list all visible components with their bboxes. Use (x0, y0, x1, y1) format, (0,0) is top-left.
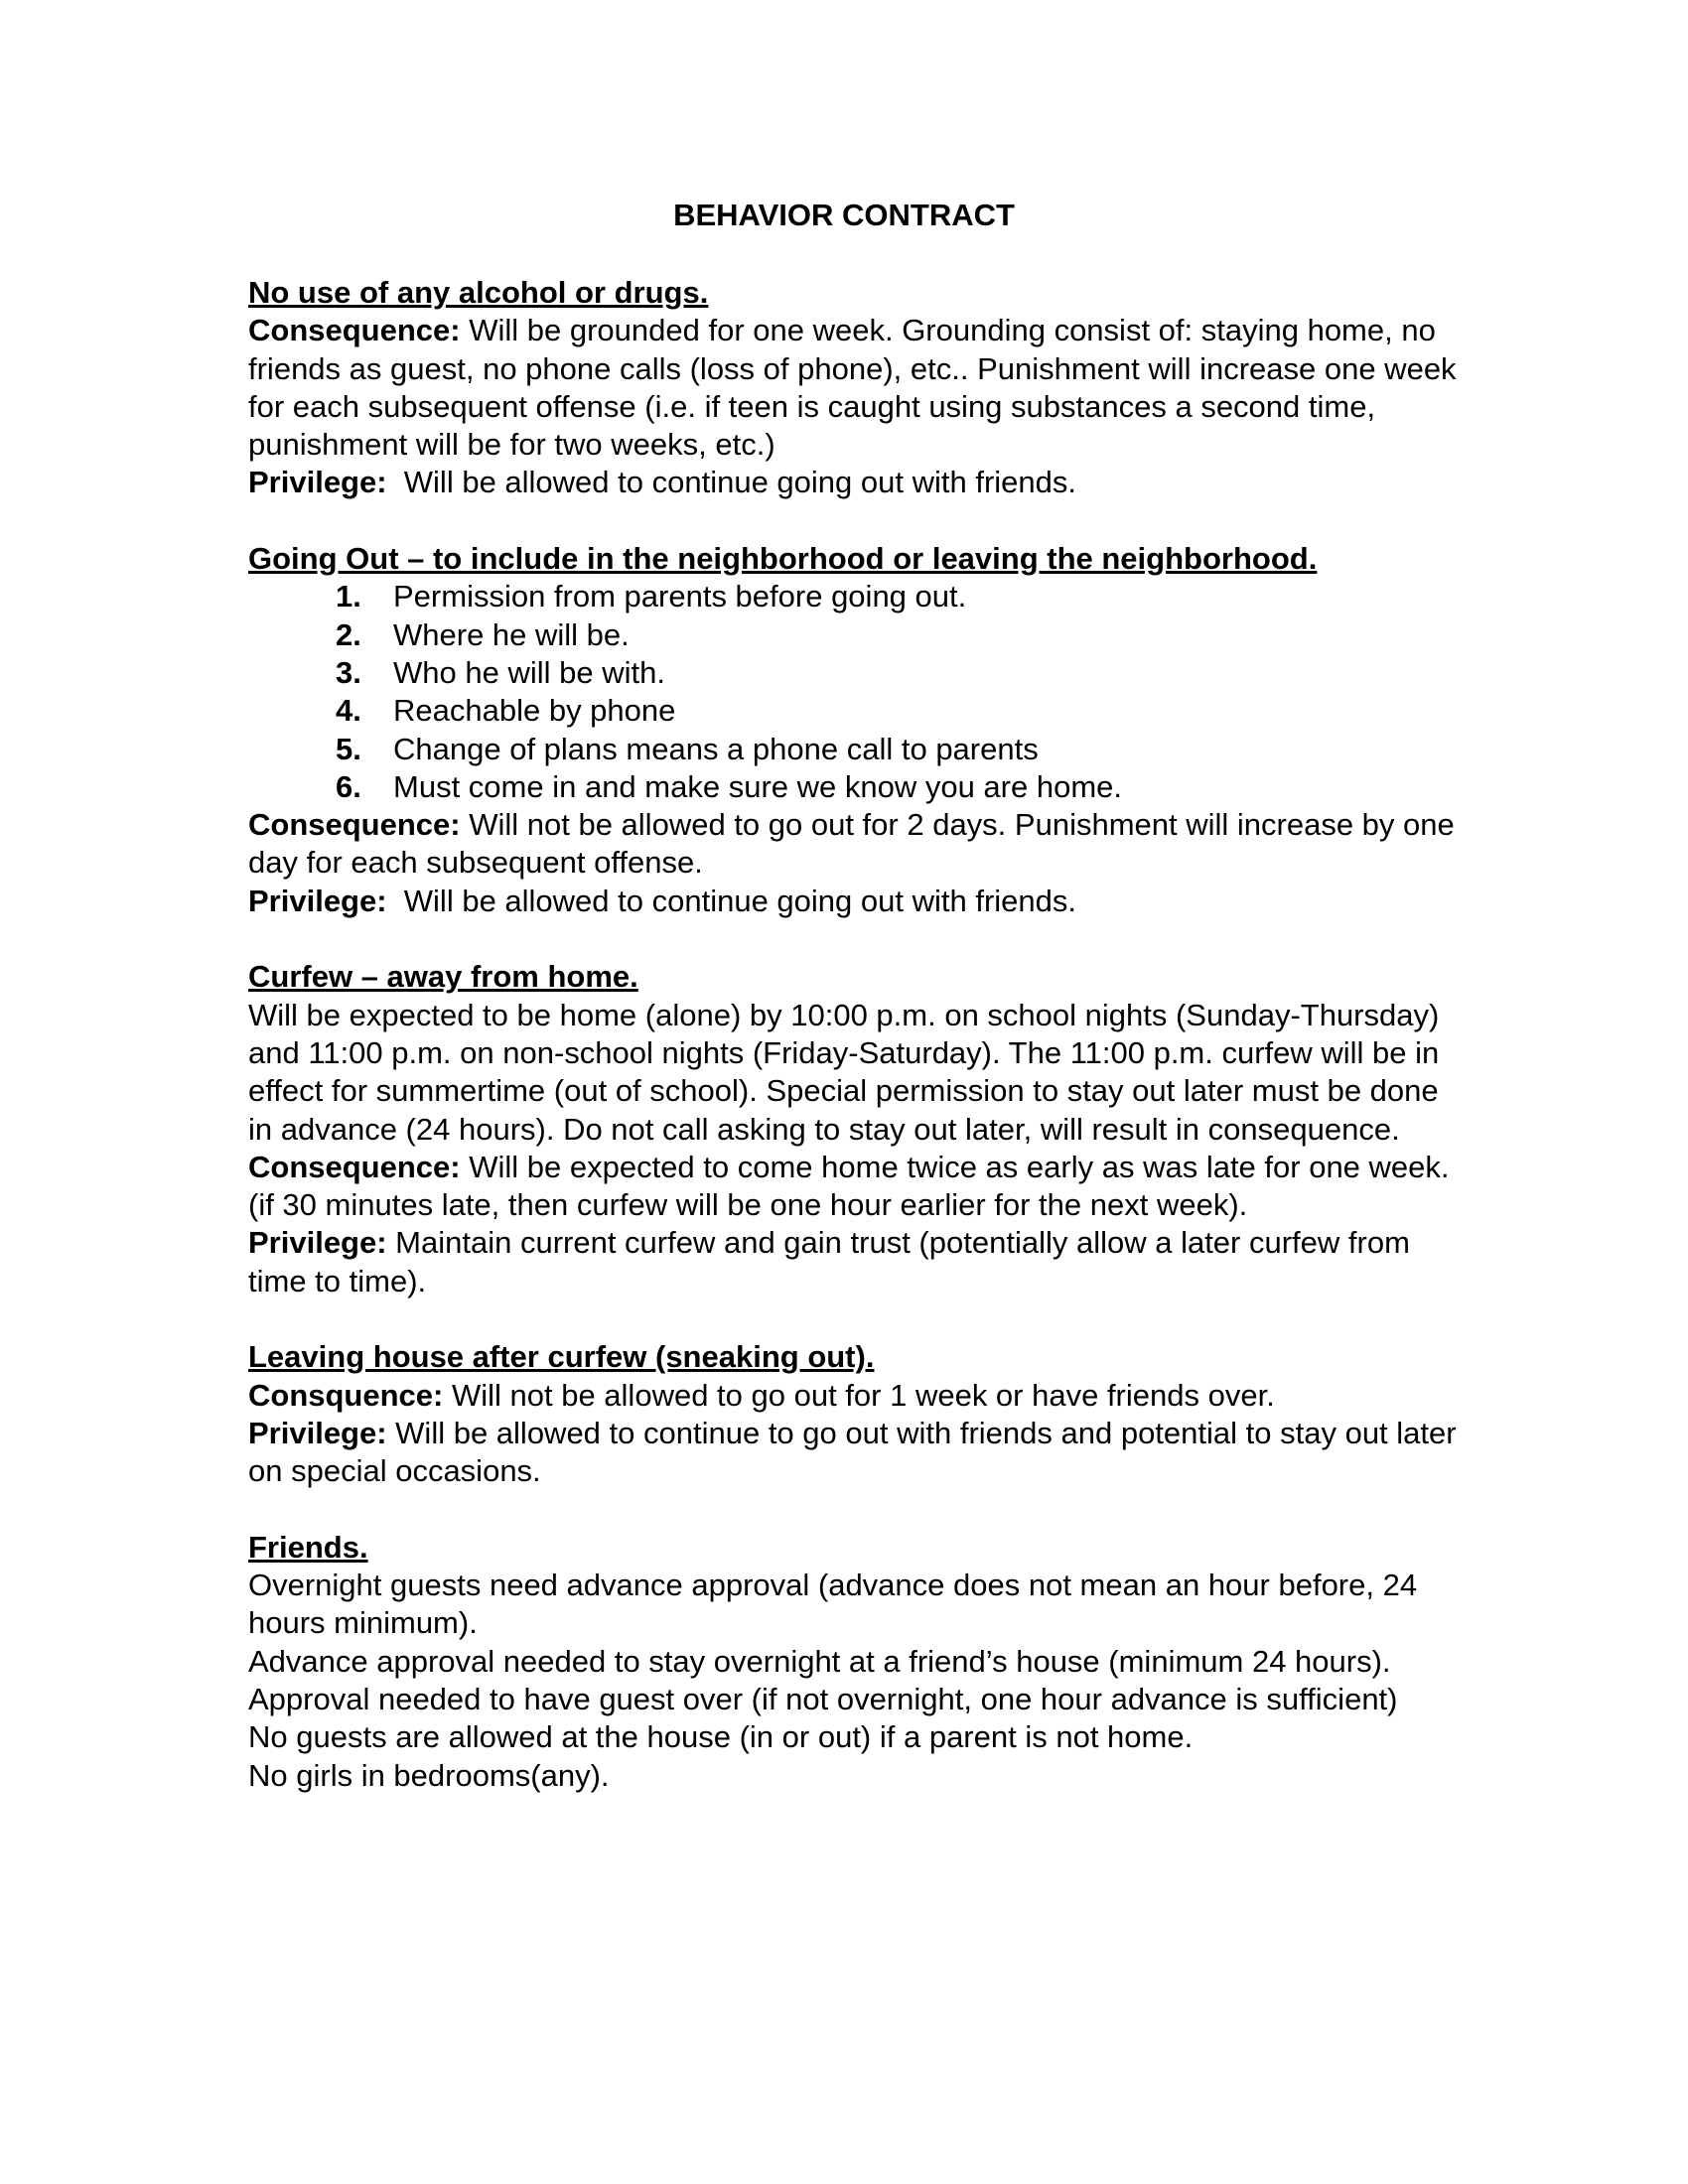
privilege-label: Privilege: (248, 1415, 387, 1450)
list-item (248, 578, 1470, 615)
privilege-paragraph (248, 1415, 1470, 1491)
privilege-label: Privilege: (248, 1225, 387, 1261)
list-number: 5. (336, 731, 361, 766)
friends-rule: No guests are allowed at the house (in or out) if a parent is not home. (248, 1719, 1194, 1755)
privilege-paragraph (248, 464, 1470, 501)
privilege-text: Will be allowed to continue to go out with friends and potential to stay out later on special occasions. (248, 1415, 1457, 1489)
list-text: Permission from parents before going out. (393, 579, 967, 614)
privilege-label: Privilege: (248, 465, 387, 500)
privilege-paragraph (248, 1224, 1470, 1300)
section-heading: Curfew – away from home. (248, 959, 638, 995)
list-number: 3. (336, 654, 361, 690)
list-text: Must come in and make sure we know you are home. (393, 768, 1123, 804)
list-number: 1. (336, 579, 361, 614)
consequence-text: Will be grounded for one week. Grounding consist of: staying home, no friends as guest, no phone calls (loss of phone), etc.. Punishment will increase one week for each subsequent offense (i.e. if teen is caught using substances a second time, punishment will be for two weeks, etc.) (248, 313, 1457, 463)
section-sneaking-out (248, 1338, 1470, 1490)
list-text: Reachable by phone (393, 693, 676, 729)
consequence-text: Will not be allowed to go out for 1 week or have friends over. (443, 1377, 1275, 1413)
section-heading: Going Out – to include in the neighborhood or leaving the neighborhood. (248, 541, 1318, 577)
list-number: 2. (336, 616, 361, 652)
section-alcohol-drugs (248, 274, 1470, 502)
section-heading: No use of any alcohol or drugs. (248, 275, 709, 310)
consequence-label: Consequence: (248, 1149, 461, 1184)
list-item (248, 731, 1470, 768)
going-out-rules-list (248, 578, 1470, 806)
consequence-text: Will be expected to come home twice as early as was late for one week. (if 30 minutes late, then curfew will be one hour earlier for the next week). (248, 1149, 1450, 1223)
section-going-out (248, 540, 1470, 920)
consequence-label: Consquence: (248, 1377, 444, 1413)
section-heading: Leaving house after curfew (sneaking out). (248, 1339, 875, 1375)
friends-rule: Approval needed to have guest over (if not overnight, one hour advance is sufficient) (248, 1681, 1398, 1716)
section-curfew (248, 958, 1470, 1300)
consequence-label: Consequence: (248, 313, 461, 348)
friends-rule: Overnight guests need advance approval (advance does not mean an hour before, 24 hours minimum). (248, 1568, 1418, 1641)
friends-rule: No girls in bedrooms(any). (248, 1757, 610, 1793)
document-body (248, 274, 1470, 1833)
document-title: BEHAVIOR CONTRACT (673, 198, 1015, 232)
list-item (248, 654, 1470, 692)
consequence-text: Will not be allowed to go out for 2 days. Punishment will increase by one day for each subsequent offense. (248, 807, 1455, 881)
list-item (248, 692, 1470, 730)
privilege-text: Will be allowed to continue going out with friends. (386, 883, 1077, 918)
section-heading: Friends. (248, 1529, 368, 1565)
list-text: Who he will be with. (393, 654, 665, 690)
consequence-paragraph (248, 1149, 1470, 1225)
list-number: 4. (336, 693, 361, 729)
list-item (248, 768, 1470, 806)
privilege-text: Will be allowed to continue going out with friends. (386, 465, 1077, 500)
privilege-text: Maintain current curfew and gain trust (potentially allow a later curfew from time to time). (248, 1225, 1410, 1298)
consequence-paragraph (248, 312, 1470, 464)
list-text: Where he will be. (393, 616, 630, 652)
list-item (248, 616, 1470, 654)
consequence-label: Consequence: (248, 807, 461, 843)
consequence-paragraph (248, 806, 1470, 883)
list-text: Change of plans means a phone call to parents (393, 731, 1039, 766)
privilege-label: Privilege: (248, 883, 387, 918)
consequence-paragraph (248, 1377, 1470, 1415)
section-friends (248, 1529, 1470, 1795)
friends-rule: Advance approval needed to stay overnight at a friend’s house (minimum 24 hours). (248, 1643, 1391, 1679)
privilege-paragraph (248, 883, 1470, 920)
list-number: 6. (336, 768, 361, 804)
curfew-paragraph: Will be expected to be home (alone) by 10:00 p.m. on school nights (Sunday-Thursday) and 11:00 p.m. on non-school nights (Friday-Saturday). The 11:00 p.m. curfew will be in effect for summertime (out of school). Special permission to stay out later must be done in advance (24 hours). Do not call asking to stay out later, will result in consequence. (248, 997, 1440, 1147)
